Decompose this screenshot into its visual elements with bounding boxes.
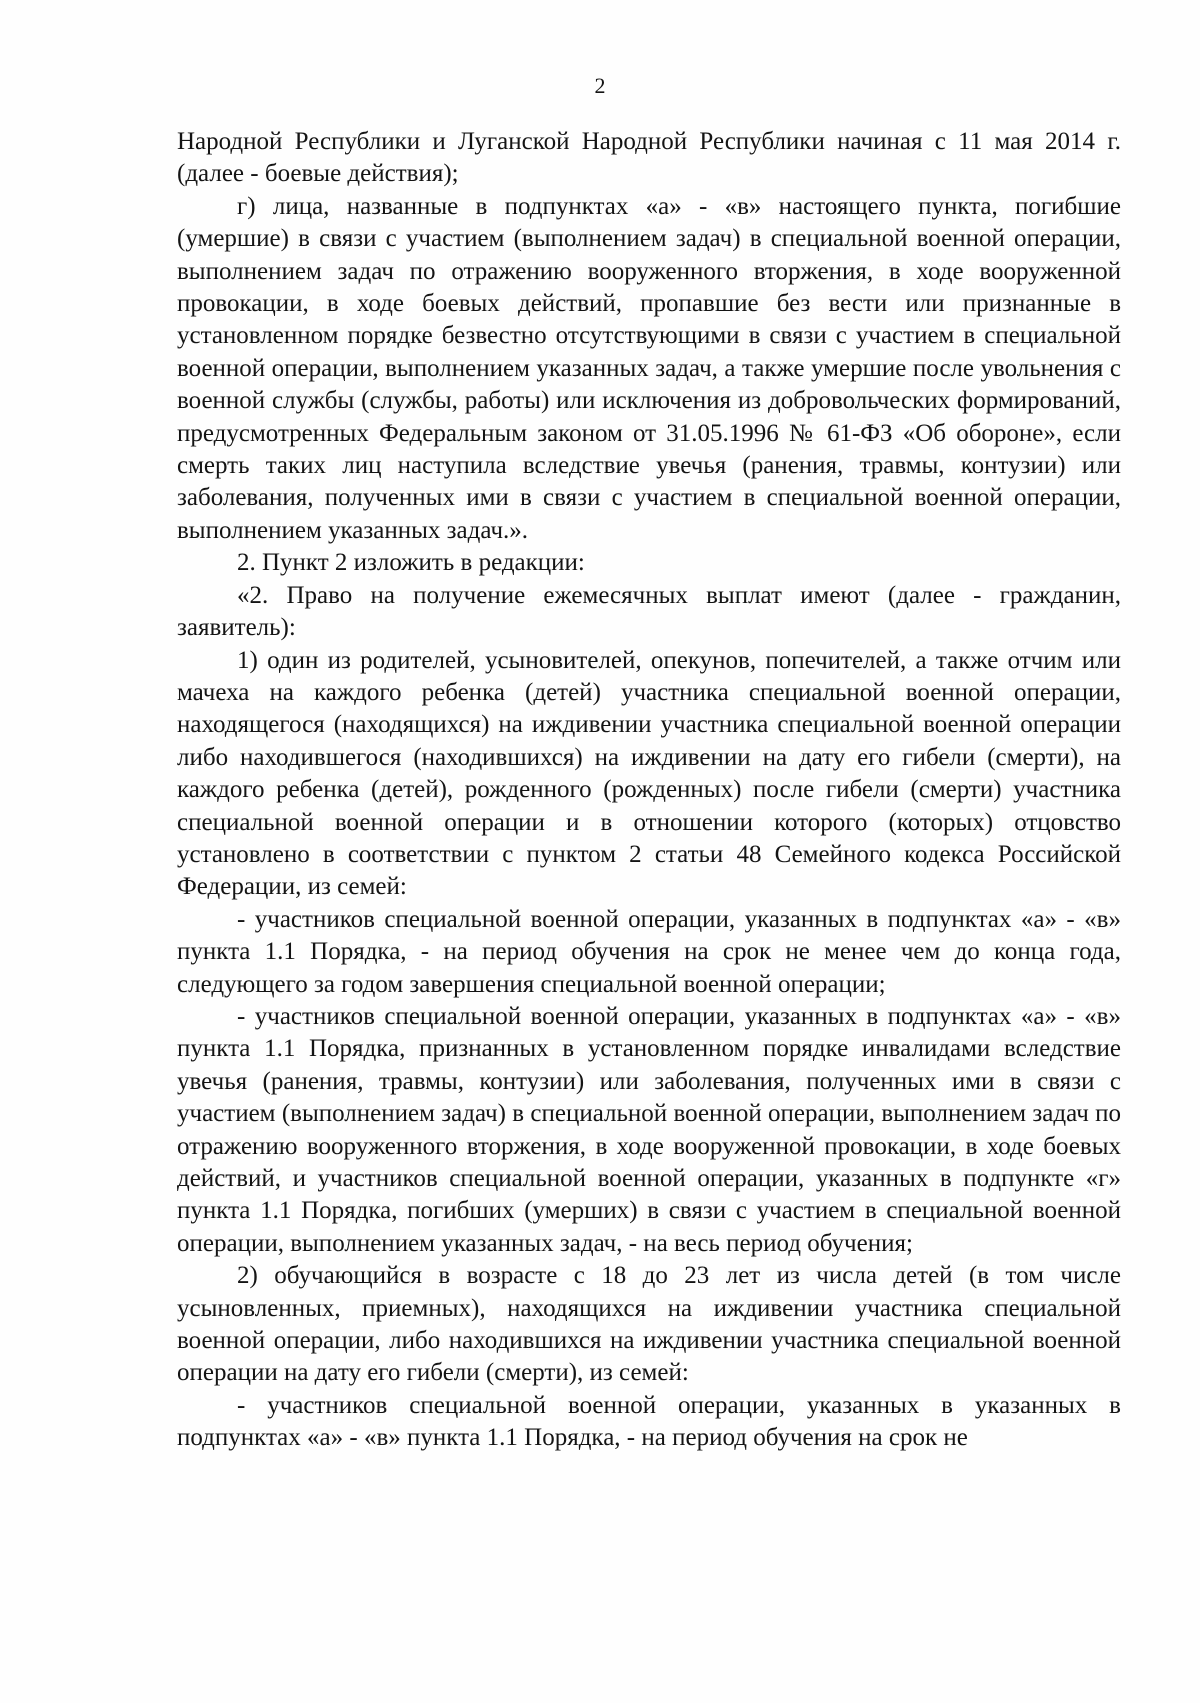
paragraph-item-2-text: «2. Право на получение ежемесячных выплат имеют (далее - гражданин, заявитель): [177,581,1121,642]
paragraph-item-2-heading: 2. Пункт 2 изложить в редакции: [237,549,585,577]
document-body [177,126,1121,1455]
paragraph-subitem-g: г) лица, названные в подпунктах «а» - «в» настоящего пункта, погибшие (умершие) в связи с участием (выполнением задач) в специальной военной операции, выполнением задач по отражению вооруженного вторжения, в ходе вооруженной провокации, в ходе боевых действий, пропавшие без вести или признанные в установленном порядке безвестно отсутствующими в связи с участием в специальной военной операции, выполнением указанных задач, а также умершие после увольнения с военной службы (службы, работы) или исключения из добровольческих формирований, предусмотренных Федеральным законом от 31.05.1996 № 61-ФЗ «Об обороне», если смерть таких лиц наступила вследствие увечья (ранения, травмы, контузии) или заболевания, полученных ими в связи с участием в специальной военной операции, выполнением указанных задач.». [177,192,1121,544]
paragraph-continuation: Народной Республики и Луганской Народной Республики начиная с 11 мая 2014 г. (далее - боевые действия); [177,128,1121,188]
paragraph-subitem-2: 2) обучающийся в возрасте с 18 до 23 лет из числа детей (в том числе усыновленных, приемных), находящихся на иждивении участника специальной военной операции, либо находившихся на иждивении участника специальной военной операции на дату его гибели (смерти), из семей: [177,1262,1121,1387]
paragraph-subitem-1: 1) один из родителей, усыновителей, опекунов, попечителей, а также отчим или мачеха на каждого ребенка (детей) участника специальной военной операции, находящегося (находящихся) на иждивении участника специальной военной операции либо находившегося (находившихся) на иждивении на дату его гибели (смерти), на каждого ребенка (детей), рожденного (рожденных) после гибели (смерти) участника специальной военной операции и в отношении которого (которых) отцовство установлено в соответствии с пунктом 2 статьи 48 Семейного кодекса Российской Федерации, из семей: [177,646,1121,901]
paragraph-dash-1: - участников специальной военной операции, указанных в подпунктах «а» - «в» пункта 1.1 Порядка, - на период обучения на срок не менее чем до конца года, следующего за годом завершения специальной военной операции; [177,905,1121,998]
paragraph-dash-3: - участников специальной военной операции, указанных в указанных в подпунктах «а» - «в» пункта 1.1 Порядка, - на период обучения на срок не [177,1391,1121,1452]
page-number: 2 [594,73,606,98]
paragraph-dash-2: - участников специальной военной операции, указанных в подпунктах «а» - «в» пункта 1.1 Порядка, признанных в установленном порядке инвалидами вследствие увечья (ранения, травмы, контузии) или заболевания, полученных ими в связи с участием (выполнением задач) в специальной военной операции, выполнением задач по отражению вооруженного вторжения, в ходе вооруженной провокации, в ходе боевых действий, и участников специальной военной операции, указанных в подпункте «г» пункта 1.1 Порядка, погибших (умерших) в связи с участием в специальной военной операции, выполнением указанных задач, - на весь период обучения; [177,1002,1121,1257]
